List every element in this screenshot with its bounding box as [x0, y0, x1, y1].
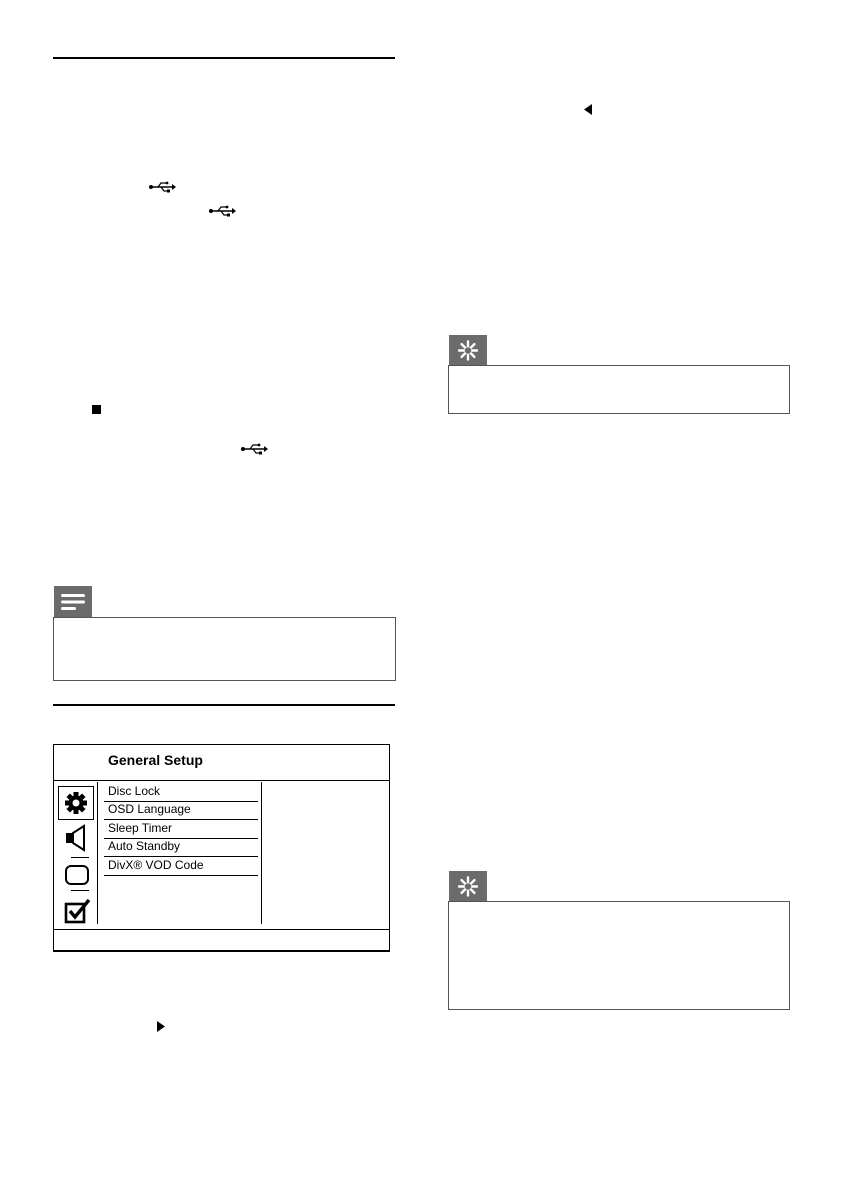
usb-icon [208, 205, 236, 217]
note-box [53, 617, 396, 681]
left-arrow-icon [584, 104, 593, 115]
menu-footer-divider [54, 929, 389, 930]
gear-tab[interactable] [58, 786, 94, 820]
gear-icon [59, 787, 93, 819]
tip-icon [449, 871, 487, 902]
display-icon[interactable] [64, 864, 90, 886]
usb-icon [148, 181, 176, 193]
stop-icon [92, 405, 101, 414]
section-rule [53, 57, 395, 59]
speaker-icon[interactable] [64, 824, 88, 852]
note-icon [54, 586, 92, 618]
menu-item-divx-vod-code[interactable]: DivX® VOD Code [104, 858, 258, 876]
icon-separator [71, 890, 89, 891]
usb-icon [240, 443, 268, 455]
tip-box [448, 365, 790, 414]
menu-title: General Setup [108, 752, 203, 768]
tip-tab [449, 871, 487, 902]
icon-separator [71, 857, 89, 858]
tip-box [448, 901, 790, 1010]
menu-column-divider [97, 782, 98, 924]
tip-tab [449, 335, 487, 366]
menu-header-divider [54, 780, 389, 781]
checkbox-icon[interactable] [64, 897, 92, 925]
tip-icon [449, 335, 487, 366]
note-tab [54, 586, 92, 618]
play-icon [157, 1021, 166, 1032]
menu-item-osd-language[interactable]: OSD Language [104, 802, 258, 820]
menu-item-sleep-timer[interactable]: Sleep Timer [104, 821, 258, 839]
menu-item-disc-lock[interactable]: Disc Lock [104, 784, 258, 802]
setup-menu [53, 744, 390, 952]
menu-item-auto-standby[interactable]: Auto Standby [104, 839, 258, 857]
menu-column-divider [261, 782, 262, 924]
section-rule [53, 704, 395, 706]
